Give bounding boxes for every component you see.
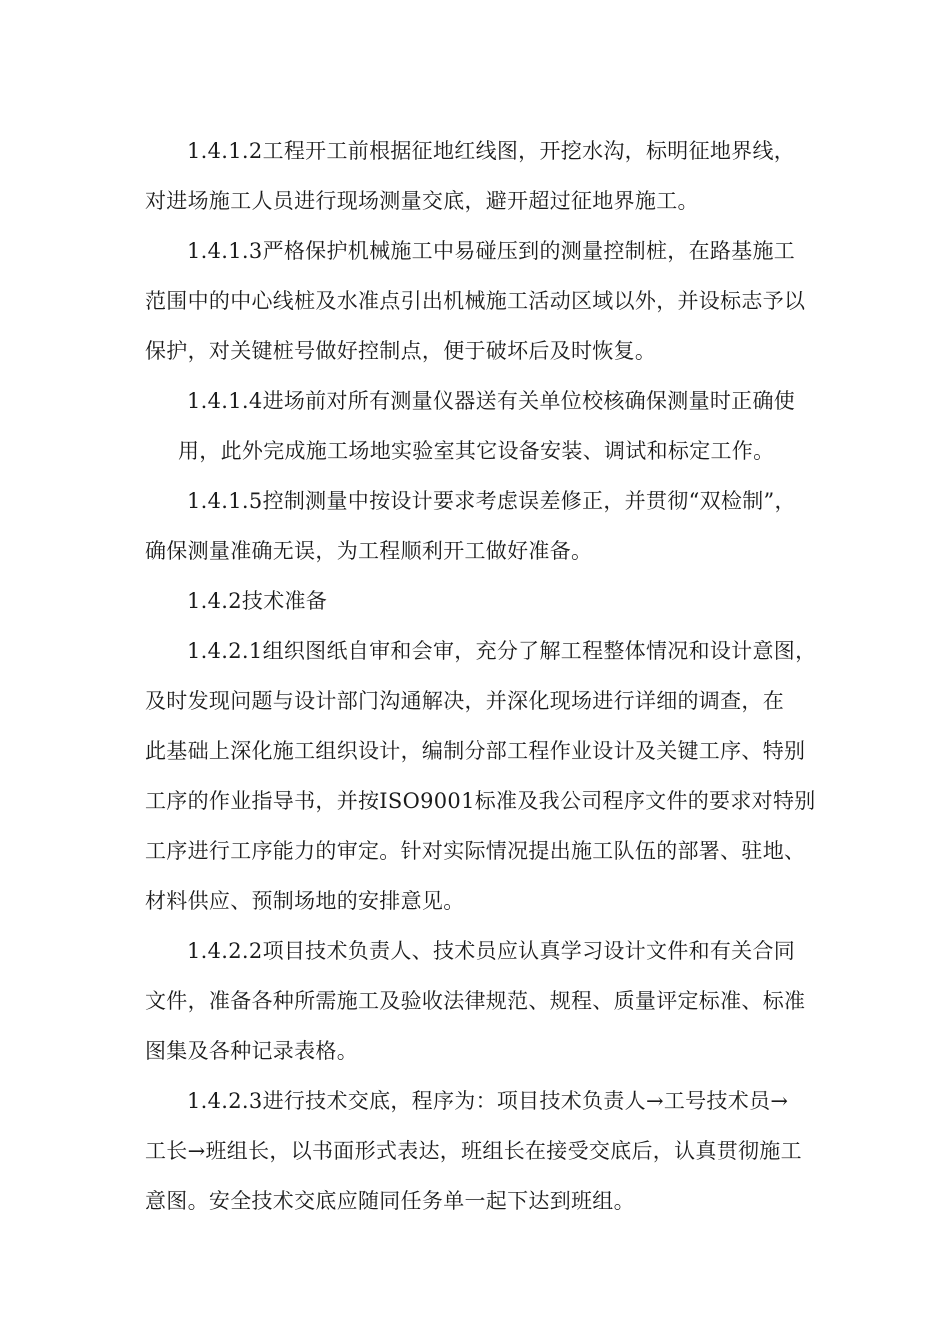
text-line: 1.4.1.3严格保护机械施工中易碰压到的测量控制桩，在路基施工: [187, 239, 796, 263]
text-line: 工序的作业指导书，并按ISO9001标准及我公司程序文件的要求对特别: [145, 789, 816, 813]
text-line: 用，此外完成施工场地实验室其它设备安装、调试和标定工作。: [178, 439, 775, 463]
text-line: 1.4.1.2工程开工前根据征地红线图，开挖水沟，标明征地界线，: [187, 139, 796, 163]
text-line: 图集及各种记录表格。: [145, 1039, 358, 1063]
text-line: 此基础上深化施工组织设计，编制分部工程作业设计及关键工序、特别: [145, 739, 806, 763]
section-heading: 1.4.2技术准备: [187, 589, 328, 613]
text-line: 1.4.2.1组织图纸自审和会审，充分了解工程整体情况和设计意图，: [187, 639, 817, 663]
text-line: 对进场施工人员进行现场测量交底，避开超过征地界施工。: [145, 189, 699, 213]
text-line: 1.4.2.3进行技术交底，程序为：项目技术负责人→工号技术员→: [187, 1089, 789, 1113]
text-line: 确保测量准确无误，为工程顺利开工做好准备。: [145, 539, 593, 563]
text-line: 1.4.1.4进场前对所有测量仪器送有关单位校核确保测量时正确使: [187, 389, 796, 413]
text-line: 1.4.1.5控制测量中按设计要求考虑误差修正，并贯彻“双检制”，: [187, 489, 796, 513]
text-line: 工序进行工序能力的审定。针对实际情况提出施工队伍的部署、驻地、: [145, 839, 806, 863]
text-line: 文件，准备各种所需施工及验收法律规范、规程、质量评定标准、标准: [145, 989, 806, 1013]
text-line: 材料供应、预制场地的安排意见。: [145, 889, 465, 913]
text-line: 工长→班组长，以书面形式表达，班组长在接受交底后，认真贯彻施工: [145, 1139, 802, 1163]
text-line: 1.4.2.2项目技术负责人、技术员应认真学习设计文件和有关合同: [187, 939, 796, 963]
text-line: 及时发现问题与设计部门沟通解决，并深化现场进行详细的调查，在: [145, 689, 784, 713]
text-line: 保护，对关键桩号做好控制点，便于破坏后及时恢复。: [145, 339, 657, 363]
text-line: 意图。安全技术交底应随同任务单一起下达到班组。: [145, 1189, 635, 1213]
text-line: 范围中的中心线桩及水准点引出机械施工活动区域以外，并设标志予以: [145, 289, 806, 313]
